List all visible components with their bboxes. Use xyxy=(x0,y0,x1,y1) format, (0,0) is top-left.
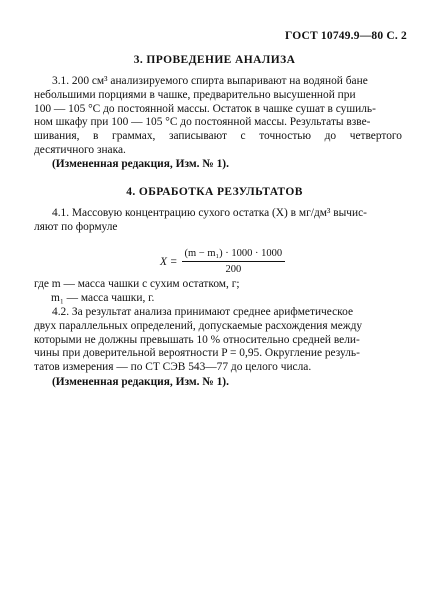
paragraph-line: 100 — 105 °С до постоянной массы. Остаток в чашке сушат в сушиль- xyxy=(34,102,376,115)
paragraph-line: татов измерения — по СТ СЭВ 543—77 до целого числа. xyxy=(34,361,312,374)
paragraph-4-2 xyxy=(34,306,402,375)
formula-fraction xyxy=(182,248,286,275)
document-header: ГОСТ 10749.9—80 С. 2 xyxy=(284,30,407,42)
paragraph-line: 4.2. За результат анализа принимают среднее арифметическое xyxy=(52,306,354,318)
where-line-2: m₁ — масса чашки, г. xyxy=(51,292,155,304)
paragraph-line: чины при доверительной вероятности P = 0,95. Округление резуль- xyxy=(34,347,360,360)
formula xyxy=(160,248,285,275)
where-line-1: где m — масса чашки с сухим остатком, г; xyxy=(34,278,240,290)
paragraph-line: 4.1. Массовую концентрацию сухого остатка (X) в мг/дм³ вычис- xyxy=(52,207,367,219)
section-3-title: 3. ПРОВЕДЕНИЕ АНАЛИЗА xyxy=(133,54,296,66)
amendment-note-4: (Измененная редакция, Изм. № 1). xyxy=(52,376,229,388)
section-4-title: 4. ОБРАБОТКА РЕЗУЛЬТАТОВ xyxy=(126,186,303,198)
amendment-note-3: (Измененная редакция, Изм. № 1). xyxy=(52,158,229,170)
paragraph-line: ляют по формуле xyxy=(34,220,118,233)
formula-lhs: X = xyxy=(160,255,178,268)
formula-numerator: (m − m₁) · 1000 · 1000 xyxy=(182,248,286,262)
paragraph-line: которыми не должны превышать 10 % относительно средней вели- xyxy=(34,333,360,346)
paragraph-line: двух параллельных определений, допускаемые расхождения между xyxy=(34,319,363,332)
paragraph-line: десятичного знака. xyxy=(34,143,126,156)
paragraph-line: небольшими порциями в чашке, предварительно высушенной при xyxy=(34,88,356,101)
paragraph-line: шивания, в граммах, записывают с точностью до четвертого xyxy=(34,130,402,143)
formula-denominator: 200 xyxy=(225,264,242,275)
paragraph-line: 3.1. 200 см³ анализируемого спирта выпаривают на водяной бане xyxy=(52,75,368,87)
paragraph-3-1 xyxy=(34,75,402,158)
paragraph-4-1 xyxy=(34,207,402,235)
paragraph-line: ном шкафу при 100 — 105 °С до постоянной массы. Результаты взве- xyxy=(34,116,371,129)
